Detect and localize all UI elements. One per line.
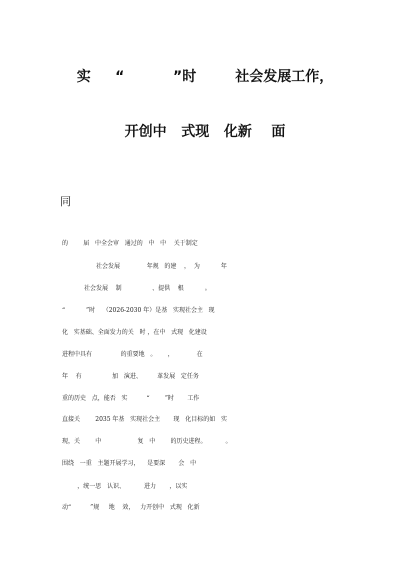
document-title-line-1: 实 “ ”时 社会发展工作， [76, 69, 334, 85]
body-line-6: 进程中具有 的重要地 。 ， 在 [62, 351, 203, 358]
body-line-5: 化 实基础、全面发力的关 时 ，在中 式现 化建设 [62, 329, 207, 336]
body-line-11: 围绕 一重 主题开展学习， 是要深 会 中 [62, 460, 197, 467]
body-line-12: ，统一思 认识、 进力 ，以实 [62, 483, 188, 490]
document-title-line-2: 开创中 式现 化新 面 [124, 124, 286, 140]
body-line-10: 现，关 中 复 中 的历史进程。 。 [62, 438, 232, 445]
body-line-4: “ ”时 （2026-2030 年）是基 实现社会主 现 [62, 307, 215, 314]
body-line-2: 社会发展 年规 的建 ， 为 年 [96, 263, 227, 270]
salutation: 同 [60, 195, 71, 208]
body-line-7: 年 有 加 演进、 革发展 定任务 [62, 373, 199, 380]
body-line-8: 重的历史 点，能否 实 “ ”时 工作 [62, 395, 200, 402]
body-line-9: 直接关 2035 年基 实现社会主 现 化目标的如 实 [62, 416, 227, 423]
body-line-1: 的 届 中全会审 通过的 中 中 关于制定 [62, 240, 198, 247]
body-line-13: 动“ ”规 地 效， 力开创中 式现 化新 [62, 504, 200, 511]
body-line-3: 社会发展 制 、提供 根 。 [84, 285, 211, 292]
